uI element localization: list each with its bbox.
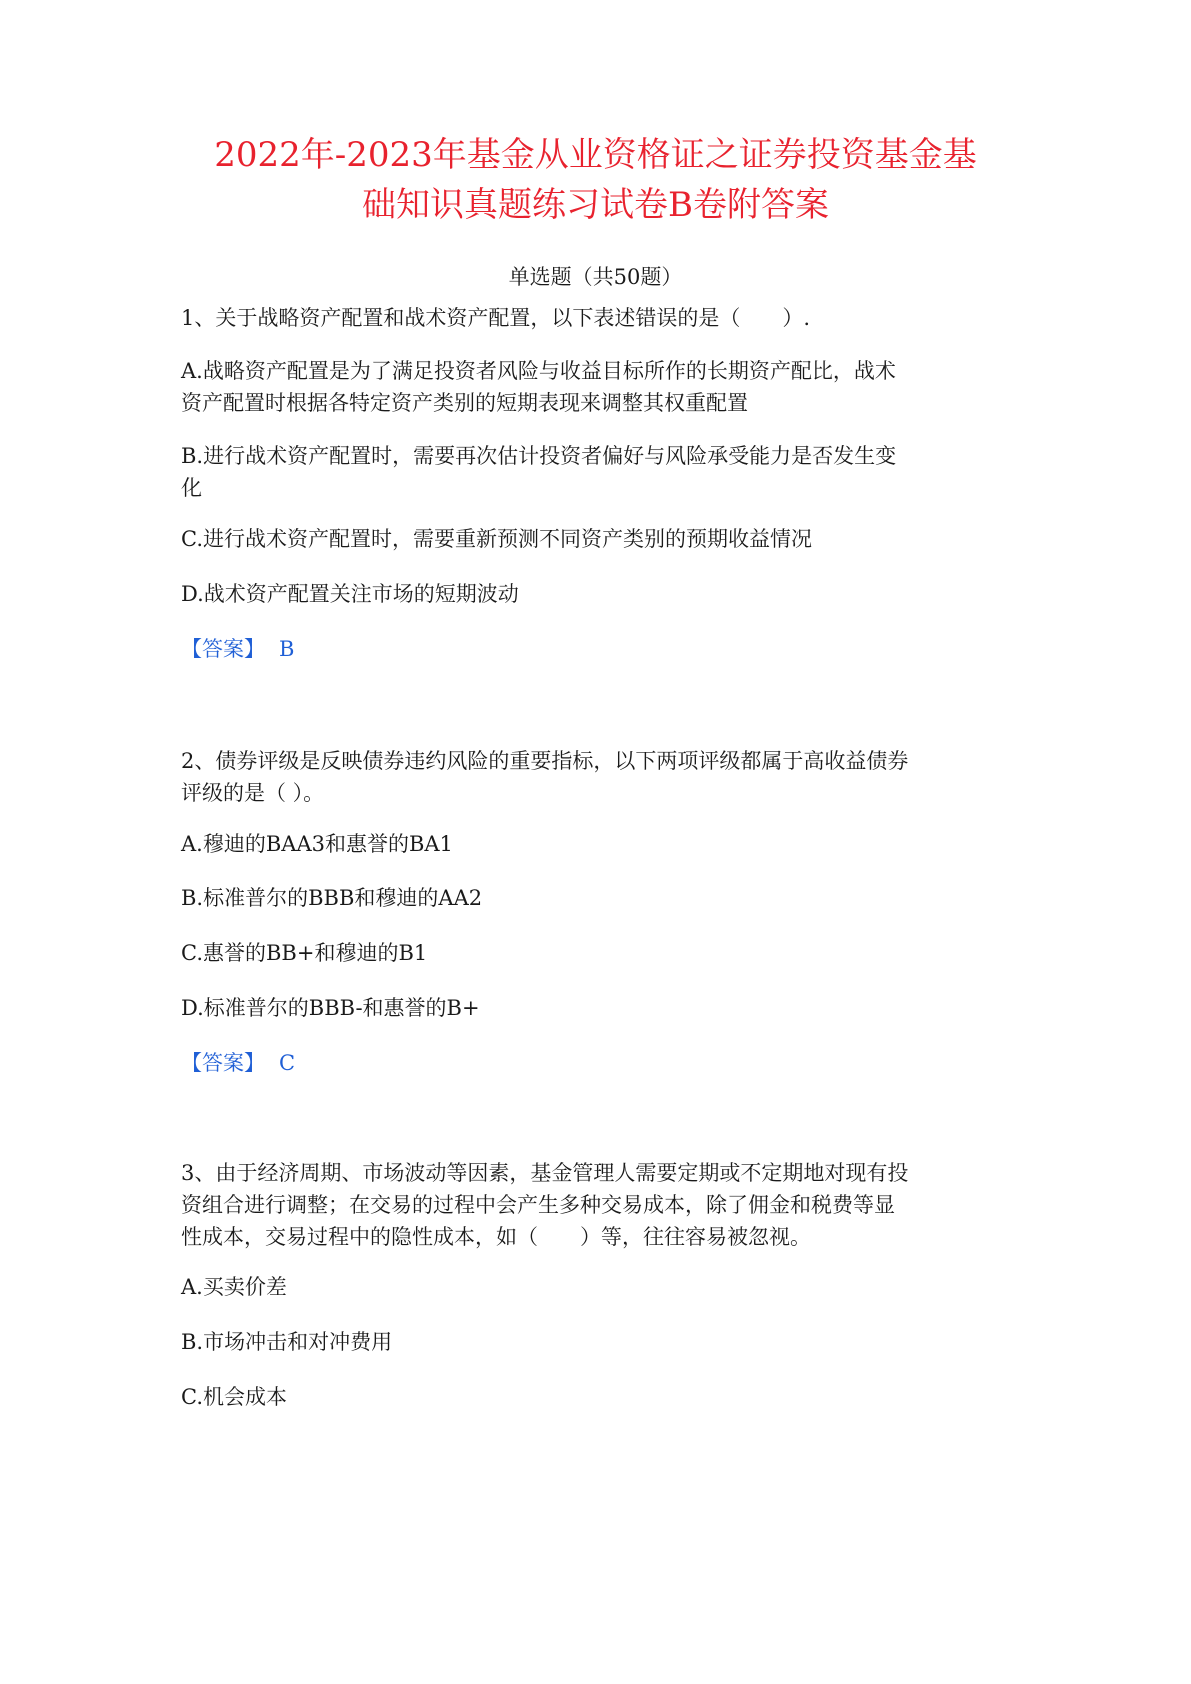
question-1-answer: [181, 633, 294, 665]
stem-line: 评级的是（ ）。: [181, 781, 325, 805]
option-line: C.进行战术资产配置时，需要重新预测不同资产类别的预期收益情况: [181, 527, 812, 551]
question-1-option-c: [181, 523, 1021, 555]
option-line: C.惠誉的BB+和穆迪的B1: [181, 941, 428, 965]
question-2-option-d: [181, 992, 1021, 1024]
question-3-option-a: [181, 1271, 1021, 1303]
answer-value: B: [279, 637, 295, 661]
option-line: B.市场冲击和对冲费用: [181, 1330, 393, 1354]
question-1-stem: [181, 302, 1021, 334]
question-1-option-b: [181, 440, 1021, 504]
title-line-1: 2022年-2023年基金从业资格证之证券投资基金基: [214, 135, 977, 175]
option-line: 资产配置时根据各特定资产类别的短期表现来调整其权重配置: [181, 391, 748, 415]
question-2-option-c: [181, 937, 1021, 969]
question-2-option-b: [181, 882, 1021, 914]
stem-line: 1、关于战略资产配置和战术资产配置，以下表述错误的是（ ）.: [181, 306, 811, 330]
answer-label: 【答案】: [181, 1051, 265, 1075]
stem-line: 性成本，交易过程中的隐性成本，如（ ）等，往往容易被忽视。: [181, 1225, 811, 1249]
stem-line: 3、由于经济周期、市场波动等因素，基金管理人需要定期或不定期地对现有投: [181, 1161, 909, 1185]
option-line: A.战略资产配置是为了满足投资者风险与收益目标所作的长期资产配比，战术: [181, 359, 896, 383]
question-1-option-a: [181, 355, 1021, 419]
option-line: C.机会成本: [181, 1385, 287, 1409]
option-line: D.战术资产配置关注市场的短期波动: [181, 582, 519, 606]
title-line-2: 础知识真题练习试卷B卷附答案: [362, 185, 829, 225]
question-1-option-d: [181, 578, 1021, 610]
option-line: 化: [181, 476, 202, 500]
option-line: A.穆迪的BAA3和惠誉的BA1: [181, 832, 453, 856]
question-2-stem: [181, 745, 1021, 809]
option-line: A.买卖价差: [181, 1275, 287, 1299]
question-2-option-a: [181, 828, 1021, 860]
question-3-option-c: [181, 1381, 1021, 1413]
document-title: [170, 130, 1021, 230]
option-line: B.进行战术资产配置时，需要再次估计投资者偏好与风险承受能力是否发生变: [181, 444, 897, 468]
question-3-option-b: [181, 1326, 1021, 1358]
answer-label: 【答案】: [181, 637, 265, 661]
stem-line: 2、债券评级是反映债券违约风险的重要指标，以下两项评级都属于高收益债券: [181, 749, 909, 773]
stem-line: 资组合进行调整；在交易的过程中会产生多种交易成本，除了佣金和税费等显: [181, 1193, 895, 1217]
option-line: D.标准普尔的BBB-和惠誉的B+: [181, 996, 480, 1020]
section-heading: 单选题（共50题）: [508, 265, 683, 289]
question-2-answer: [181, 1047, 295, 1079]
question-3-stem: [181, 1157, 1021, 1253]
answer-value: C: [279, 1051, 296, 1075]
option-line: B.标准普尔的BBB和穆迪的AA2: [181, 886, 483, 910]
